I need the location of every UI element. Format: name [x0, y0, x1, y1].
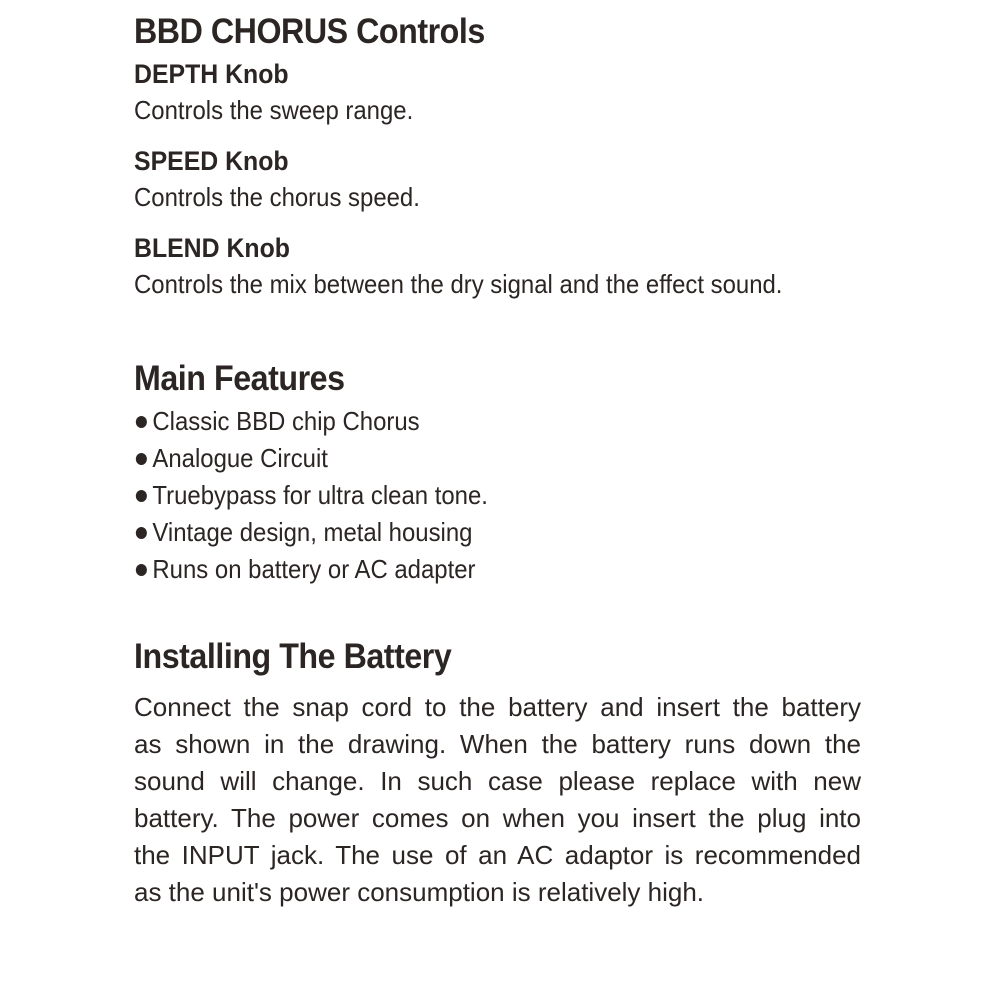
paragraph-line: the INPUT jack. The use of an AC adaptor is recommended: [134, 840, 861, 870]
bullet-icon: [136, 564, 147, 576]
paragraph-line: battery. The power comes on when you insert the plug into: [134, 803, 861, 833]
bullet-icon: [136, 490, 147, 502]
controls-heading: BBD CHORUS Controls: [134, 12, 485, 51]
battery-paragraph: [134, 689, 894, 911]
control-speed: [134, 145, 894, 213]
speed-knob-description: Controls the chorus speed.: [134, 182, 420, 212]
list-item: [134, 440, 833, 477]
speed-knob-title: SPEED Knob: [134, 146, 289, 176]
features-list: [134, 403, 894, 588]
list-item: [134, 477, 833, 514]
bullet-icon: [136, 453, 147, 465]
feature-text: Vintage design, metal housing: [152, 517, 473, 547]
feature-text: Truebypass for ultra clean tone.: [152, 480, 488, 510]
blend-knob-title: BLEND Knob: [134, 233, 290, 263]
list-item: [134, 514, 833, 551]
bullet-icon: [136, 416, 147, 428]
bullet-icon: [136, 527, 147, 539]
control-depth: [134, 58, 894, 126]
feature-text: Analogue Circuit: [152, 443, 328, 473]
feature-text: Classic BBD chip Chorus: [152, 406, 420, 436]
features-heading: Main Features: [134, 359, 345, 398]
document-page: [134, 12, 894, 911]
paragraph-line: sound will change. In such case please replace with new: [134, 766, 861, 796]
list-item: [134, 403, 833, 440]
paragraph-line: as shown in the drawing. When the battery runs down the: [134, 729, 861, 759]
battery-heading: Installing The Battery: [134, 637, 452, 676]
blend-knob-description: Controls the mix between the dry signal and the effect sound.: [134, 269, 783, 299]
paragraph-line: as the unit's power consumption is relatively high.: [134, 877, 705, 907]
depth-knob-title: DEPTH Knob: [134, 59, 289, 89]
feature-text: Runs on battery or AC adapter: [152, 554, 476, 584]
paragraph-line: Connect the snap cord to the battery and insert the battery: [134, 692, 861, 722]
list-item: [134, 551, 833, 588]
control-blend: [134, 232, 894, 300]
depth-knob-description: Controls the sweep range.: [134, 95, 414, 125]
